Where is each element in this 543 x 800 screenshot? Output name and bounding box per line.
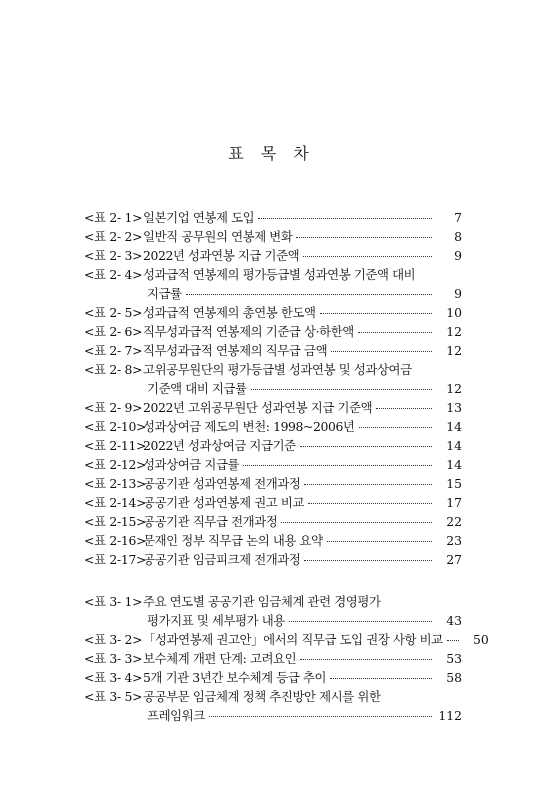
dot-leader <box>331 349 432 352</box>
table-title: 주요 연도별 공공기관 임금체계 관련 경영평가 <box>143 594 381 609</box>
dot-leader <box>209 714 432 717</box>
table-number: <표 2-11> <box>84 438 147 453</box>
table-number: <표 2-14> <box>84 495 147 510</box>
toc-entry-line <box>84 341 462 360</box>
toc-entry-line <box>84 303 462 322</box>
group-gap <box>84 569 462 592</box>
toc-entry[interactable] <box>84 493 462 512</box>
table-title: 공공기관 임금피크제 전개과정 <box>143 552 301 567</box>
dot-leader <box>243 463 432 466</box>
table-number: <표 3- 5> <box>84 689 143 704</box>
toc-entry-line <box>84 379 462 398</box>
dot-leader <box>281 520 432 523</box>
dot-leader <box>358 330 432 333</box>
toc-entry-line <box>84 512 462 531</box>
toc-entry[interactable] <box>84 208 462 227</box>
dot-leader <box>308 501 432 504</box>
toc-entry-line <box>84 668 462 687</box>
toc-entry-line <box>84 322 462 341</box>
table-title: 공공기관 성과연봉제 전개과정 <box>143 476 301 491</box>
toc-entry[interactable] <box>84 246 462 265</box>
toc-entry[interactable] <box>84 360 462 398</box>
table-title: 공공부문 임금체계 정책 추진방안 제시를 위한 <box>143 689 381 704</box>
page-number: 7 <box>454 210 462 225</box>
toc-entry[interactable] <box>84 474 462 493</box>
table-title: 일반직 공무원의 연봉제 변화 <box>143 229 293 244</box>
page-number: 17 <box>446 495 462 510</box>
toc-entry[interactable] <box>84 668 462 687</box>
table-title: 문재인 정부 직무급 논의 내용 요약 <box>143 533 323 548</box>
page-number: 14 <box>446 438 462 453</box>
dot-leader <box>376 406 432 409</box>
table-number: <표 2- 3> <box>84 248 143 263</box>
page-number: 50 <box>472 632 489 647</box>
toc-entry[interactable] <box>84 341 462 360</box>
dot-leader <box>289 619 432 622</box>
dot-leader <box>258 216 432 219</box>
toc-entry-line <box>84 531 462 550</box>
table-number: <표 2- 5> <box>84 305 143 320</box>
table-number: <표 2-13> <box>84 476 147 491</box>
toc-entry[interactable] <box>84 531 462 550</box>
toc-entry[interactable] <box>84 687 462 725</box>
toc-entry-line <box>84 474 462 493</box>
table-number: <표 3- 1> <box>84 594 143 609</box>
toc-entry-line <box>84 493 462 512</box>
dot-leader <box>186 292 432 295</box>
table-title: 성과상여금 지급률 <box>143 457 240 472</box>
dot-leader <box>300 444 432 447</box>
toc-entry-line <box>84 592 462 611</box>
table-number: <표 2-10> <box>84 419 147 434</box>
table-title: 성과급적 연봉제의 평가등급별 성과연봉 기준액 대비 <box>143 267 416 282</box>
dot-leader <box>296 235 432 238</box>
table-number: <표 2- 7> <box>84 343 143 358</box>
dot-leader <box>303 254 432 257</box>
page-number: 9 <box>454 286 462 301</box>
dot-leader <box>320 311 432 314</box>
page-number: 12 <box>446 343 462 358</box>
table-title: 고위공무원단의 평가등급별 성과연봉 및 성과상여금 <box>143 362 412 377</box>
toc-entry-line <box>84 687 462 706</box>
table-number: <표 2- 1> <box>84 210 143 225</box>
page-number: 15 <box>446 476 462 491</box>
page-number: 43 <box>446 613 462 628</box>
page-title: 표 목 차 <box>228 144 315 163</box>
table-of-contents <box>84 208 489 725</box>
table-number: <표 3- 4> <box>84 670 143 685</box>
table-title: 공공기관 직무급 전개과정 <box>143 514 278 529</box>
toc-entry[interactable] <box>84 455 462 474</box>
table-title: 직무성과급적 연봉제의 직무급 금액 <box>143 343 328 358</box>
table-title: 2022년 고위공무원단 성과연봉 지급 기준액 <box>143 400 373 415</box>
toc-entry-line <box>84 706 462 725</box>
table-title: 프레임워크 <box>147 708 205 723</box>
toc-entry[interactable] <box>84 436 462 455</box>
toc-entry-line <box>84 284 462 303</box>
table-number: <표 2-16> <box>84 533 147 548</box>
toc-entry[interactable] <box>84 417 462 436</box>
dot-leader <box>359 425 432 428</box>
table-title: 기준액 대비 지급률 <box>147 381 247 396</box>
table-number: <표 2- 6> <box>84 324 143 339</box>
page-number: 10 <box>446 305 462 320</box>
toc-entry-line <box>84 208 462 227</box>
toc-entry[interactable] <box>84 398 462 417</box>
table-number: <표 2- 2> <box>84 229 143 244</box>
table-title: 평가지표 및 세부평가 내용 <box>147 613 285 628</box>
table-number: <표 2- 4> <box>84 267 143 282</box>
toc-entry-line <box>84 417 462 436</box>
table-number: <표 2- 9> <box>84 400 143 415</box>
table-number: <표 3- 3> <box>84 651 143 666</box>
toc-entry[interactable] <box>84 227 462 246</box>
table-title: 공공기관 성과연봉제 권고 비교 <box>143 495 305 510</box>
page-number: 12 <box>446 324 462 339</box>
table-title: 5개 기관 3년간 보수체계 등급 추이 <box>143 670 327 685</box>
toc-entry-line <box>84 227 462 246</box>
toc-entry[interactable] <box>84 265 462 303</box>
table-title: 「성과연봉제 권고안」에서의 직무급 도입 권장 사항 비교 <box>143 632 443 647</box>
toc-entry-line <box>84 398 462 417</box>
dot-leader <box>304 558 432 561</box>
dot-leader <box>300 657 432 660</box>
dot-leader <box>447 638 459 641</box>
toc-entry-line <box>84 360 462 379</box>
table-number: <표 2- 8> <box>84 362 143 377</box>
table-title: 2022년 성과상여금 지급기준 <box>143 438 296 453</box>
dot-leader <box>251 387 432 390</box>
page-number: 9 <box>454 248 462 263</box>
table-title: 지급률 <box>147 286 182 301</box>
table-title: 일본기업 연봉제 도입 <box>143 210 255 225</box>
page-number: 27 <box>446 552 462 567</box>
page-number: 14 <box>446 419 462 434</box>
table-title: 2022년 성과연봉 지급 기준액 <box>143 248 300 263</box>
toc-entry-line <box>84 246 462 265</box>
page-number: 8 <box>454 229 462 244</box>
page-number: 23 <box>446 533 462 548</box>
toc-entry-line <box>84 436 462 455</box>
page-number: 13 <box>446 400 462 415</box>
table-title: 직무성과급적 연봉제의 기준급 상·하한액 <box>143 324 354 339</box>
page-number: 22 <box>446 514 462 529</box>
toc-entry-line <box>84 611 462 630</box>
page-number: 58 <box>446 670 462 685</box>
table-number: <표 3- 2> <box>84 632 143 647</box>
table-number: <표 2-17> <box>84 552 147 567</box>
dot-leader <box>327 539 432 542</box>
table-title: 성과급적 연봉제의 총연봉 한도액 <box>143 305 316 320</box>
toc-entry[interactable] <box>84 592 462 630</box>
toc-entry[interactable] <box>84 303 462 322</box>
toc-entry[interactable] <box>84 550 462 569</box>
page-number: 53 <box>446 651 462 666</box>
toc-entry-line <box>84 649 462 668</box>
toc-entry[interactable] <box>84 649 462 668</box>
table-number: <표 2-12> <box>84 457 147 472</box>
toc-entry-line <box>84 550 462 569</box>
table-title: 보수체계 개편 단계: 고려요인 <box>143 651 297 666</box>
dot-leader <box>304 482 432 485</box>
table-number: <표 2-15> <box>84 514 147 529</box>
toc-entry-line <box>84 630 489 649</box>
toc-entry-line <box>84 265 462 284</box>
table-title: 성과상여금 제도의 변천: 1998~2006년 <box>143 419 355 434</box>
dot-leader <box>330 676 432 679</box>
toc-entry[interactable] <box>84 512 462 531</box>
toc-entry-line <box>84 455 462 474</box>
toc-entry[interactable] <box>84 322 462 341</box>
page-number: 14 <box>446 457 462 472</box>
page-number: 12 <box>446 381 462 396</box>
page-number: 112 <box>438 708 462 723</box>
toc-entry[interactable] <box>84 630 489 649</box>
